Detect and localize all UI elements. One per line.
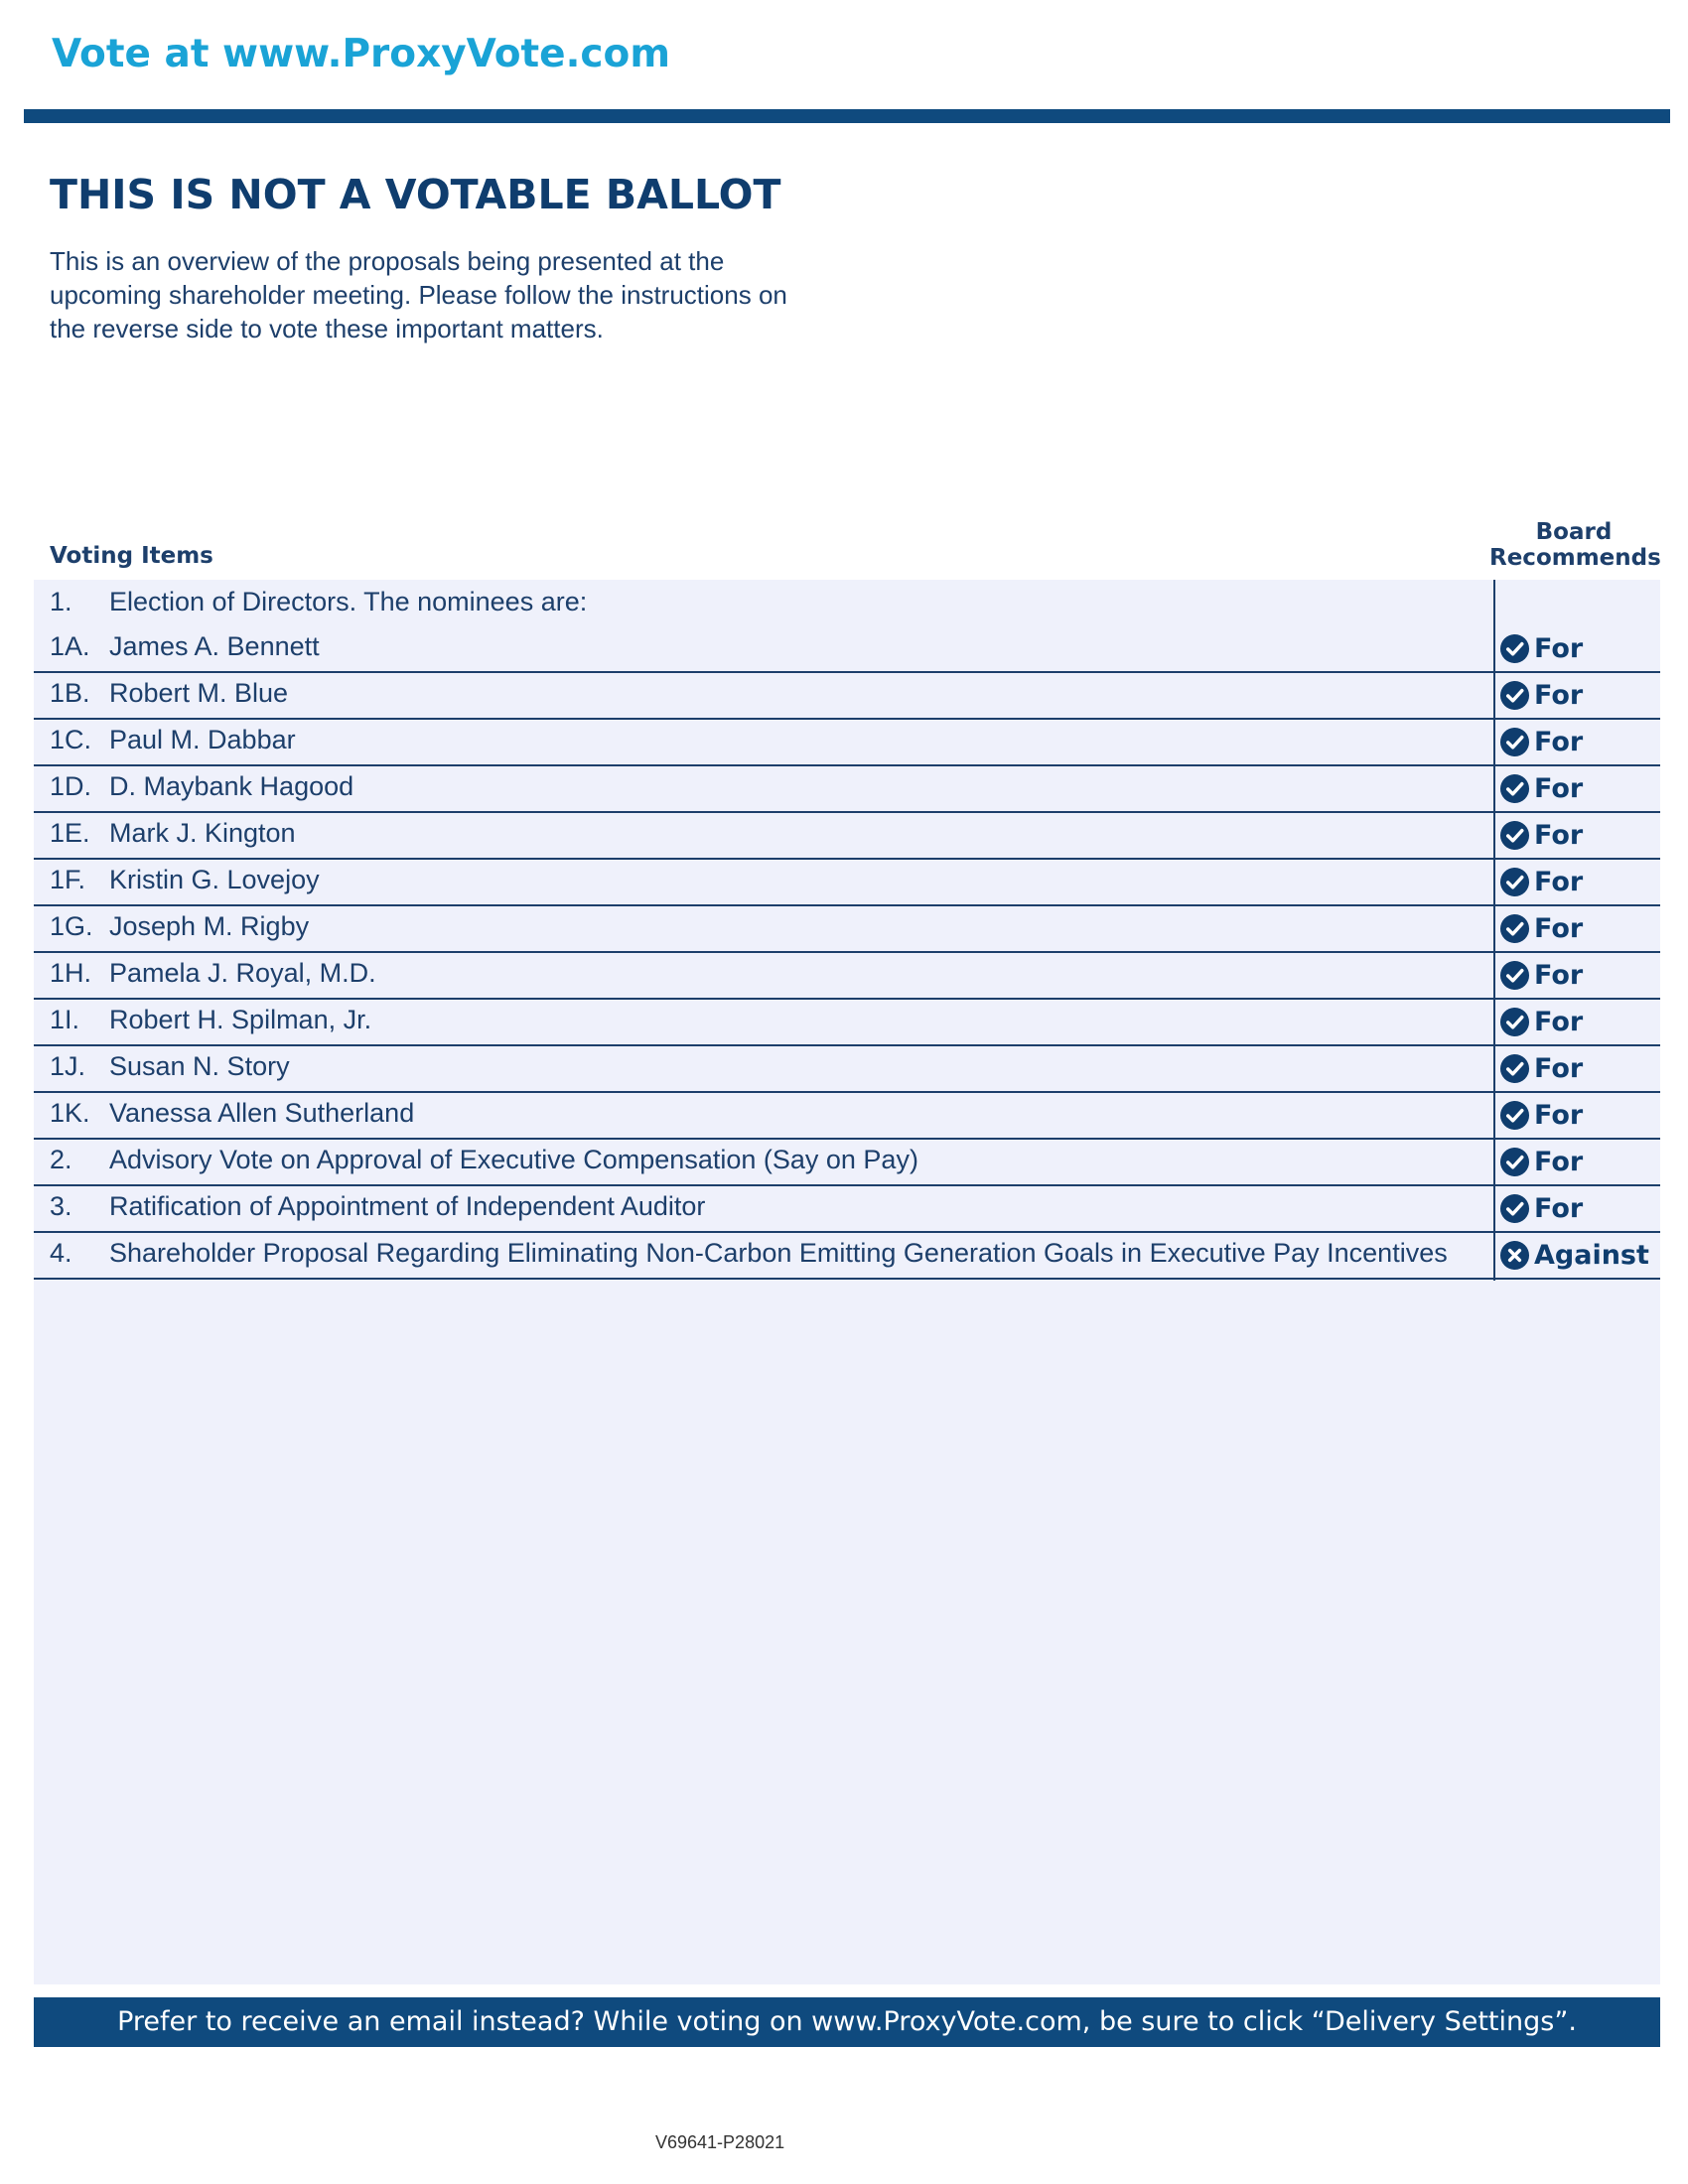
item-label: Joseph M. Rigby xyxy=(109,911,310,941)
voting-items-list xyxy=(34,580,1660,1280)
check-icon xyxy=(1499,1147,1530,1177)
item-label: Robert H. Spilman, Jr. xyxy=(109,1005,372,1034)
check-icon xyxy=(1499,727,1530,757)
voting-item-row xyxy=(34,1186,1660,1233)
voting-item-row xyxy=(34,906,1660,953)
item-label: Paul M. Dabbar xyxy=(109,725,296,754)
voting-item-row xyxy=(34,720,1660,766)
x-icon xyxy=(1499,1240,1530,1271)
item-number: 1C. xyxy=(50,725,92,754)
column-header-line: Recommends xyxy=(1489,545,1661,571)
check-icon xyxy=(1499,867,1530,897)
item-number: 1A. xyxy=(50,631,90,661)
board-recommendation xyxy=(1499,773,1583,804)
voting-item-row xyxy=(34,860,1660,906)
board-recommendation xyxy=(1499,1240,1649,1271)
board-recommendation xyxy=(1499,727,1583,757)
recommendation-label: For xyxy=(1534,1100,1584,1131)
board-recommendation xyxy=(1499,1007,1583,1037)
recommendation-label: For xyxy=(1534,727,1584,757)
recommendation-label: For xyxy=(1534,1007,1584,1037)
board-recommendation xyxy=(1499,1193,1583,1224)
board-recommendation xyxy=(1499,680,1583,711)
item-label: Advisory Vote on Approval of Executive Compensation (Say on Pay) xyxy=(109,1145,918,1174)
recommendation-label: For xyxy=(1534,1193,1584,1224)
item-label: James A. Bennett xyxy=(109,631,320,661)
board-recommendation xyxy=(1499,820,1583,851)
recommendation-label: For xyxy=(1534,633,1584,664)
item-label: Election of Directors. The nominees are: xyxy=(109,587,588,616)
intro-line: This is an overview of the proposals being presented at the xyxy=(50,246,725,276)
site-title: Vote at www.ProxyVote.com xyxy=(52,32,670,76)
item-number: 1E. xyxy=(50,818,90,848)
check-icon xyxy=(1499,960,1530,991)
check-icon xyxy=(1499,1100,1530,1131)
item-number: 1J. xyxy=(50,1051,86,1081)
item-label: Vanessa Allen Sutherland xyxy=(109,1098,415,1128)
intro-text xyxy=(50,244,844,345)
item-number: 1D. xyxy=(50,771,92,801)
item-label: D. Maybank Hagood xyxy=(109,771,354,801)
recommendation-label: Against xyxy=(1534,1240,1649,1271)
intro-line: the reverse side to vote these important matters. xyxy=(50,314,604,343)
item-label: Susan N. Story xyxy=(109,1051,290,1081)
voting-item-row xyxy=(34,580,1660,626)
item-number: 1B. xyxy=(50,678,90,708)
board-recommendation xyxy=(1499,960,1583,991)
item-number: 1I. xyxy=(50,1005,80,1034)
check-icon xyxy=(1499,633,1530,664)
column-header-line: Board xyxy=(1535,519,1613,545)
board-recommendation xyxy=(1499,633,1583,664)
check-icon xyxy=(1499,1007,1530,1037)
board-recommendation xyxy=(1499,1053,1583,1084)
voting-item-row xyxy=(34,1233,1660,1280)
item-number: 1K. xyxy=(50,1098,90,1128)
voting-item-row xyxy=(34,766,1660,813)
voting-item-row xyxy=(34,1046,1660,1093)
voting-item-row xyxy=(34,1000,1660,1046)
check-icon xyxy=(1499,1053,1530,1084)
document-code: V69641-P28021 xyxy=(655,2132,785,2152)
intro-line: upcoming shareholder meeting. Please follow the instructions on xyxy=(50,280,787,310)
voting-item-row xyxy=(34,953,1660,1000)
check-icon xyxy=(1499,1193,1530,1224)
recommendation-label: For xyxy=(1534,680,1584,711)
item-number: 1G. xyxy=(50,911,93,941)
recommendation-label: For xyxy=(1534,820,1584,851)
voting-item-row xyxy=(34,1093,1660,1140)
column-header-voting-items: Voting Items xyxy=(50,543,213,569)
item-number: 1. xyxy=(50,587,72,616)
board-recommendation xyxy=(1499,1100,1583,1131)
recommendation-label: For xyxy=(1534,913,1584,944)
board-recommendation xyxy=(1499,913,1583,944)
item-label: Robert M. Blue xyxy=(109,678,289,708)
item-number: 1H. xyxy=(50,958,92,988)
recommendation-label: For xyxy=(1534,773,1584,804)
item-label: Shareholder Proposal Regarding Eliminating Non-Carbon Emitting Generation Goals in Executive Pay Incentives xyxy=(109,1238,1448,1268)
voting-item-row xyxy=(34,673,1660,720)
item-number: 1F. xyxy=(50,865,86,894)
voting-item-row xyxy=(34,1140,1660,1186)
voting-item-row xyxy=(34,813,1660,860)
item-label: Pamela J. Royal, M.D. xyxy=(109,958,376,988)
item-label: Kristin G. Lovejoy xyxy=(109,865,320,894)
recommendation-label: For xyxy=(1534,960,1584,991)
check-icon xyxy=(1499,820,1530,851)
item-number: 2. xyxy=(50,1145,72,1174)
item-number: 4. xyxy=(50,1238,72,1268)
board-recommendation xyxy=(1499,1147,1583,1177)
recommendation-label: For xyxy=(1534,1053,1584,1084)
recommendation-label: For xyxy=(1534,1147,1584,1177)
voting-item-row xyxy=(34,626,1660,673)
check-icon xyxy=(1499,913,1530,944)
header-divider xyxy=(24,109,1670,123)
board-recommendation xyxy=(1499,867,1583,897)
recommendation-label: For xyxy=(1534,867,1584,897)
check-icon xyxy=(1499,680,1530,711)
item-number: 3. xyxy=(50,1191,72,1221)
page-title: THIS IS NOT A VOTABLE BALLOT xyxy=(50,171,781,218)
delivery-settings-banner: Prefer to receive an email instead? While voting on www.ProxyVote.com, be sure to click “Delivery Settings”. xyxy=(34,1997,1660,2047)
item-label: Mark J. Kington xyxy=(109,818,296,848)
item-label: Ratification of Appointment of Independent Auditor xyxy=(109,1191,706,1221)
check-icon xyxy=(1499,773,1530,804)
column-header-board-recommends xyxy=(1489,519,1661,571)
